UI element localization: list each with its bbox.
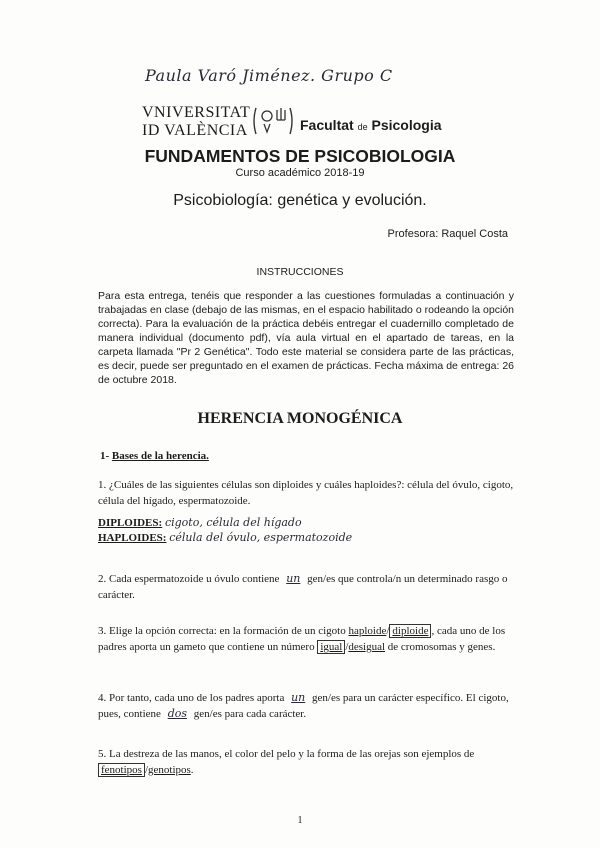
question-4-text-c: gen/es para cada carácter.: [193, 708, 307, 720]
question-2-answer: un: [286, 572, 301, 585]
instructions-title: INSTRUCCIONES: [256, 266, 344, 278]
subsection-heading: [100, 450, 209, 462]
question-4: [98, 690, 514, 722]
question-5-text-a: 5. La destreza de las manos, el color del pelo y la forma de las orejas son ejemplos de: [98, 748, 475, 760]
question-5: [98, 746, 514, 778]
question-5-text-b: .: [190, 764, 194, 776]
question-5-separator: /: [144, 764, 149, 776]
instructions-body: Para esta entrega, tenéis que responder a las cuestiones formuladas a continuación y trabajadas en clase (debajo de las mismas, en el espacio habilitado o rodeando la opción correcta). Para la evaluación de la práctica debéis entregar el cuadernillo completado de manera individual (documento pdf), vía aula virtual en el apartado de tareas, en la carpeta llamada "Pr 2 Genética". Todo este material se considera parte de las prácticas, es decir, puede ser preguntado en el examen de prácticas. Fecha máxima de entrega: 26 de octubre 2018.: [98, 290, 514, 386]
question-3-text-c: de cromosomas y genes.: [387, 641, 496, 653]
option-diploide-circled: diploide: [389, 624, 431, 638]
student-name-handwritten: Paula Varó Jiménez. Grupo C: [145, 66, 393, 85]
option-desigual: desigual: [348, 641, 386, 653]
page-number: 1: [297, 815, 303, 826]
haploides-label: HAPLOIDES:: [98, 532, 167, 544]
question-4-text-b: gen/es para un carácter específico. El cigoto, pues, contiene: [98, 692, 509, 720]
question-4-answer-2: dos: [167, 707, 187, 720]
document-title: FUNDAMENTOS DE PSICOBIOLOGIA: [144, 146, 456, 166]
diploides-row: [98, 516, 302, 529]
question-2: [98, 571, 514, 603]
section-title: HERENCIA MONOGÉNICA: [197, 410, 403, 427]
diploides-answer: cigoto, célula del hígado: [164, 516, 302, 529]
option-fenotipos-circled: fenotipos: [98, 763, 145, 777]
question-3: [98, 623, 514, 655]
subsection-number: 1-: [100, 450, 110, 462]
haploides-answer: célula del óvulo, espermatozoide: [169, 531, 353, 544]
option-genotipos: genotipos: [148, 764, 191, 776]
teacher-name: Profesora: Raquel Costa: [387, 228, 508, 240]
course-year: Curso académico 2018-19: [235, 167, 365, 179]
faculty-de: de: [357, 122, 368, 132]
question-3-text-b: , cada uno de los padres aporta un gameto que contiene un número: [98, 625, 506, 653]
university-line-2: ID VALÈNCIA: [142, 122, 248, 139]
question-3-text-a: 3. Elige la opción correcta: en la formación de un cigoto: [98, 625, 346, 637]
option-haploide: haploide: [348, 625, 387, 637]
question-2-text-b: gen/es que controla/n un determinado rasgo o carácter.: [98, 573, 508, 601]
question-3-separator-2: /: [345, 641, 349, 653]
question-3-separator-1: /: [386, 625, 390, 637]
question-4-answer-1: un: [291, 691, 306, 704]
diploides-label: DIPLOIDES:: [98, 517, 163, 529]
question-4-text-a: 4. Por tanto, cada uno de los padres aporta: [98, 692, 285, 704]
question-1: 1. ¿Cuáles de las siguientes células son diploides y cuáles haploides?: célula del óvulo, cigoto, célula del hígado, espermatozoide.: [98, 479, 514, 507]
option-igual-circled: igual: [317, 640, 345, 654]
faculty-logo-text: [300, 117, 442, 133]
university-logo-text: [142, 104, 262, 140]
subsection-title: Bases de la herencia.: [111, 450, 209, 462]
faculty-name: Psicologia: [371, 117, 442, 133]
subject-title: Psicobiología: genética y evolución.: [173, 192, 427, 209]
question-2-text-a: 2. Cada espermatozoide u óvulo contiene: [98, 573, 280, 585]
university-line-1: VNIVERSITAT: [142, 104, 251, 121]
university-seal-icon: [250, 104, 296, 138]
haploides-row: [98, 531, 352, 544]
faculty-prefix: Facultat: [300, 117, 354, 133]
